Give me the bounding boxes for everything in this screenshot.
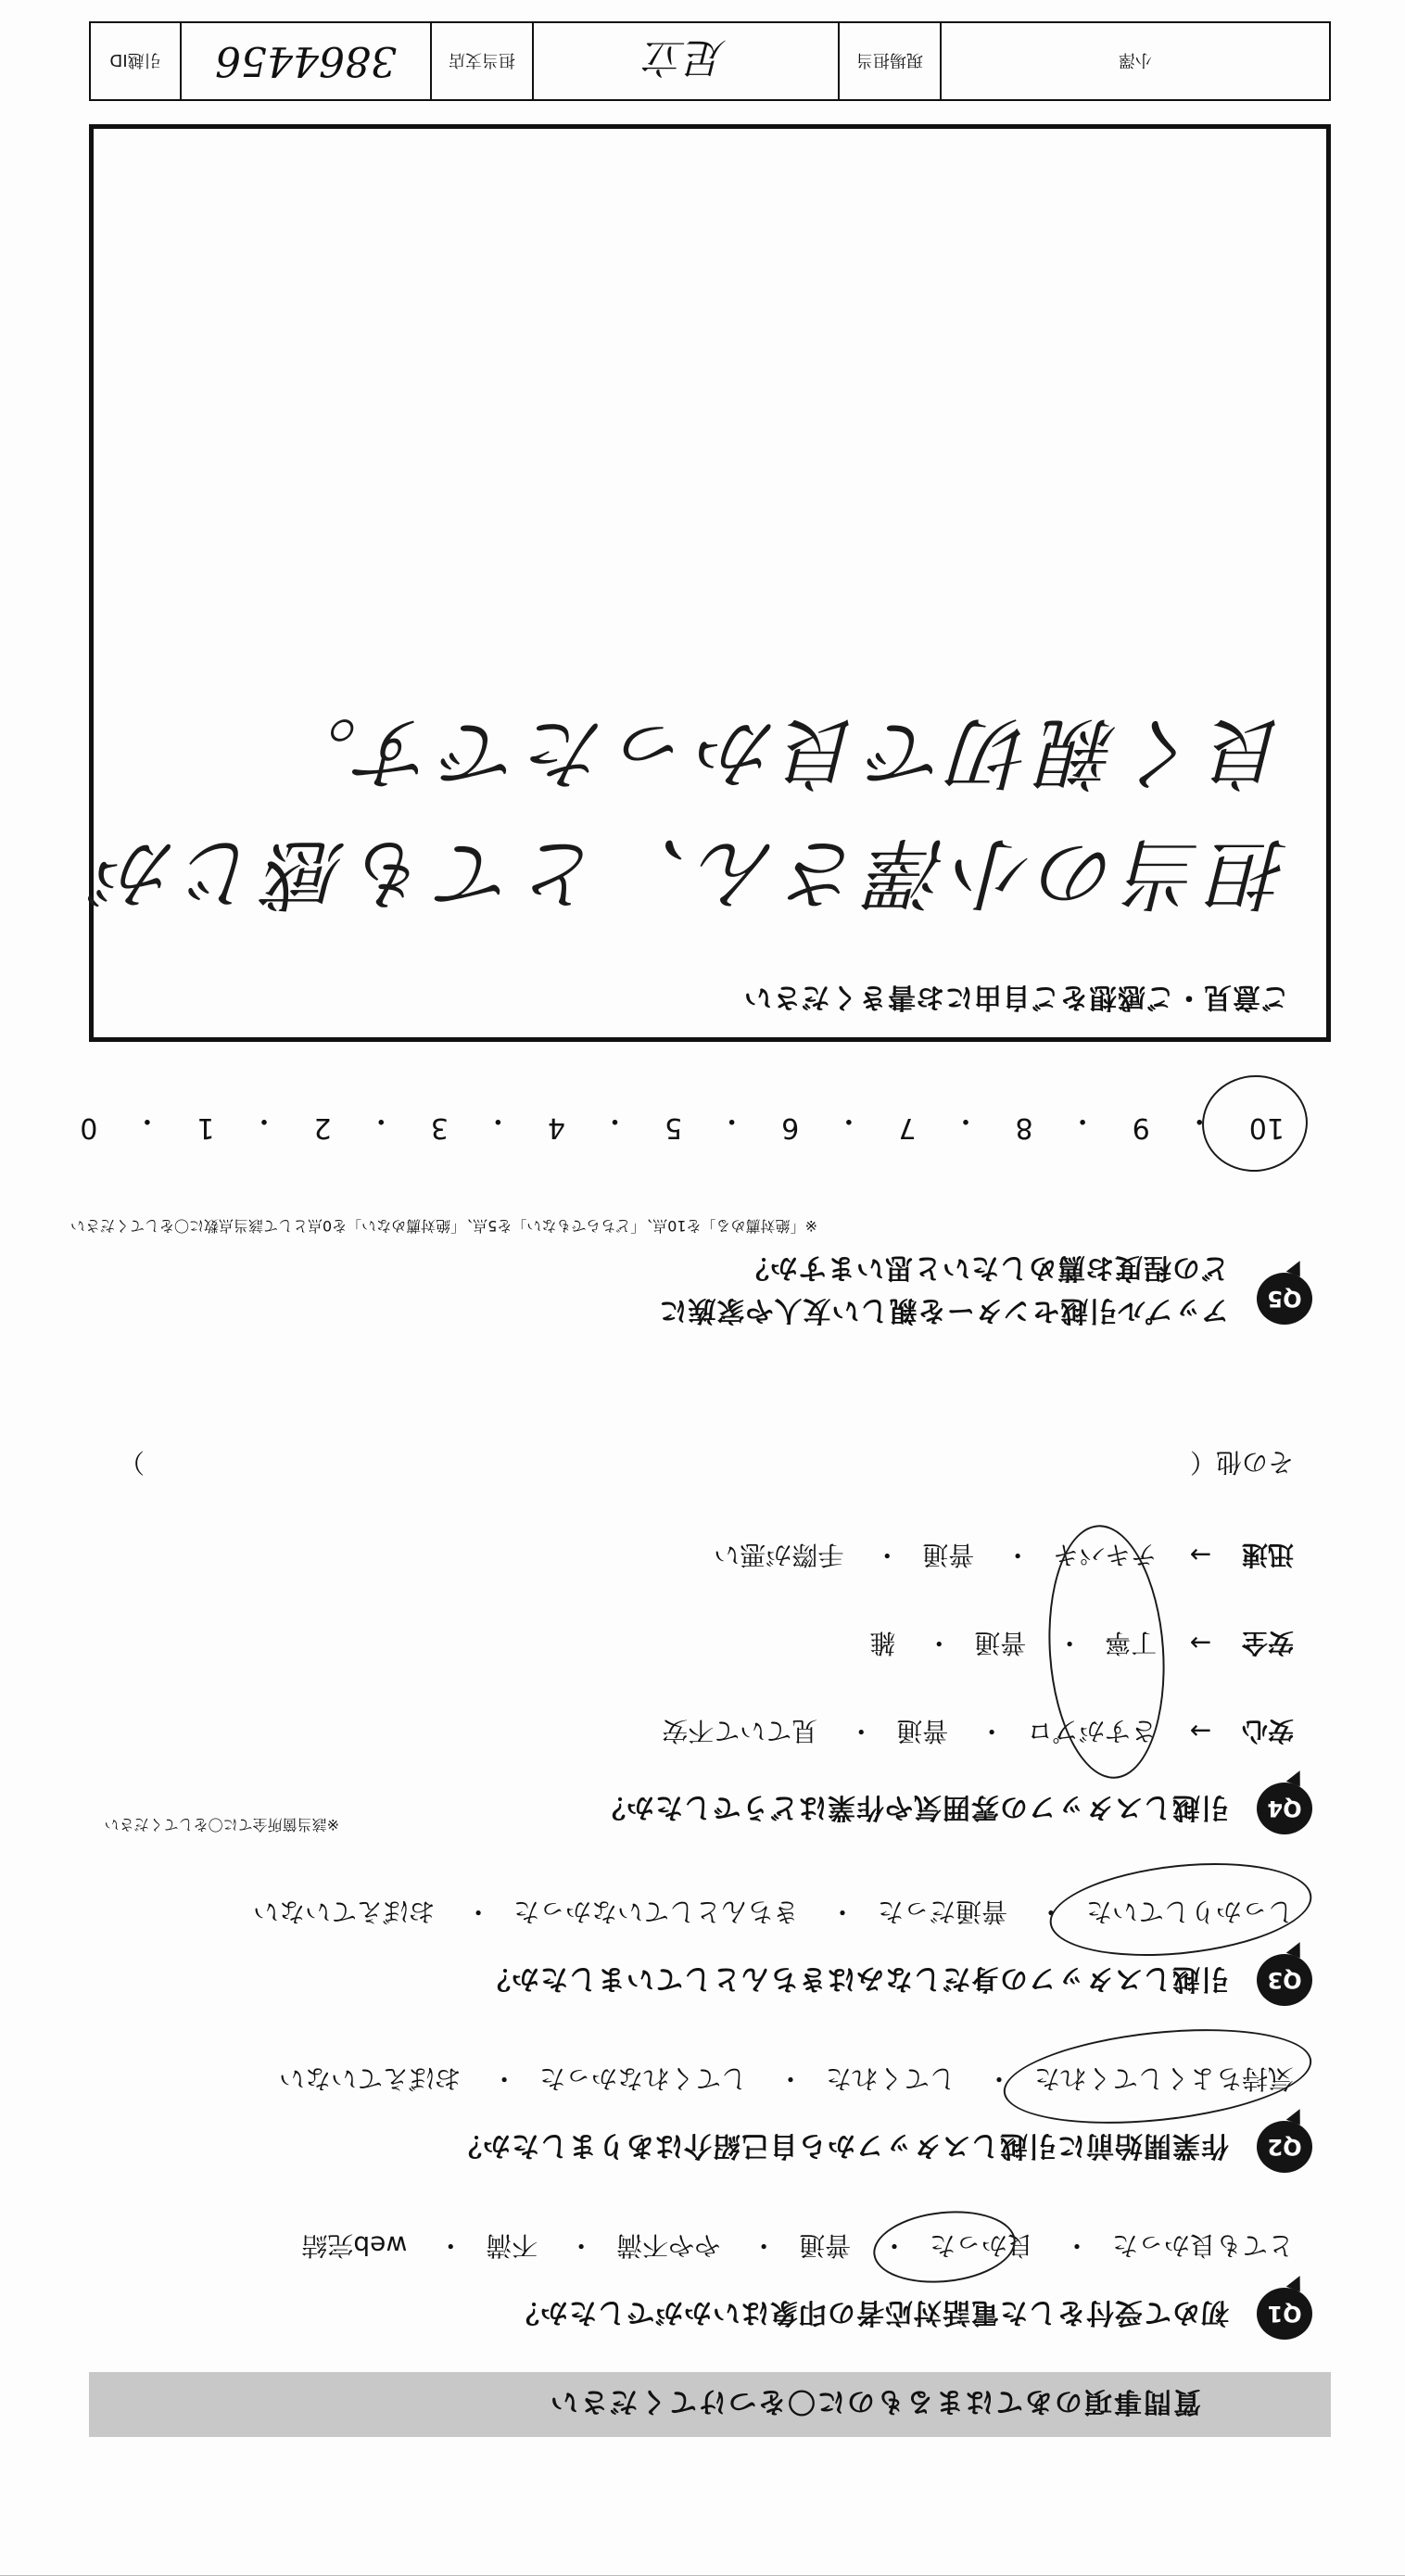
move-id-label: 引越ID: [109, 50, 161, 70]
leader-value: 小澤: [940, 23, 1329, 99]
q4-option[interactable]: 普通: [922, 1540, 975, 1570]
q5-question-line2: どの程度お薦めしたいと思いますか？: [740, 1251, 1229, 1284]
q4-row-anzen: 安全 → 丁寧・ 普通・ 雑: [869, 1626, 1294, 1663]
q2-option[interactable]: おぼえていない: [279, 2063, 462, 2094]
handwritten-comment-line2: 良く親切で良かったです。: [272, 707, 1289, 798]
q1-option[interactable]: 普通: [799, 2230, 852, 2261]
q1-option-selected[interactable]: 良かった: [930, 2230, 1034, 2261]
q2-badge: Q2: [1257, 2121, 1312, 2173]
score-option[interactable]: 8: [1015, 1111, 1033, 1144]
q4-note: ※該当箇所全てに〇をしてください: [104, 1816, 339, 1834]
q3-options: しっかりしていた・ 普通だった・ きちんとしていなかった・ おぼえていない: [253, 1895, 1294, 1932]
q5-question-line1: アップル引越センターを親しい友人や家族に: [658, 1294, 1229, 1326]
score-option[interactable]: 3: [430, 1111, 449, 1144]
q1-options: とても良かった・ 良かった・ 普通・ やや不満・ 不満・ web完結: [301, 2228, 1294, 2265]
branch-label: 担当支店: [430, 23, 532, 99]
q4-row-label: 迅速: [1241, 1540, 1294, 1570]
q3-option-selected[interactable]: しっかりしていた: [1085, 1897, 1294, 1927]
arrow-icon: →: [1189, 1628, 1212, 1658]
score-option[interactable]: 0: [80, 1111, 98, 1144]
q4-option-selected[interactable]: テキパキ: [1053, 1540, 1158, 1570]
q1-option[interactable]: web完結: [301, 2230, 408, 2261]
comment-box: [89, 124, 1331, 1042]
q2-option-selected[interactable]: 気持ちよくしてくれた: [1033, 2063, 1294, 2094]
q2-question: 作業開始前に引越しスタッフから自己紹介はありましたか？: [453, 2129, 1229, 2162]
q4-question: 引越しスタッフの雰囲気や作業はどうでしたか？: [597, 1791, 1229, 1823]
q3-option[interactable]: きちんとしていなかった: [513, 1897, 800, 1927]
q5-badge: Q5: [1257, 1273, 1312, 1325]
handwritten-comment-line1: 担当の小澤さん、とても感じが: [90, 828, 1289, 919]
q4-option-selected[interactable]: さすがプロ: [1027, 1716, 1158, 1746]
branch-value: 足立: [532, 23, 838, 99]
q4-option[interactable]: 普通: [896, 1716, 949, 1746]
q4-other-close: ）: [118, 1447, 145, 1478]
score-option[interactable]: 9: [1132, 1111, 1150, 1144]
q4-option[interactable]: 雑: [869, 1628, 896, 1658]
q4-option[interactable]: 普通: [974, 1628, 1027, 1658]
q1-option[interactable]: とても良かった: [1111, 2230, 1294, 2261]
section-header-title: 質問事項のあてはまるものに〇をつけてください: [549, 2385, 1201, 2417]
move-id-value: 3864456: [180, 23, 430, 99]
q5-score-row: 10 ・ 9 ・ 8 ・ 7 ・ 6 ・ 5 ・ 4 ・ 3 ・ 2 ・ 1 ・ 0: [80, 1104, 1285, 1144]
q4-row-jinsoku: 迅速 → テキパキ・ 普通・ 手際が悪い: [714, 1538, 1294, 1575]
q1-option[interactable]: 不満: [486, 2230, 538, 2261]
comment-title: ご意見・ご感想をご自由にお書きください: [743, 981, 1289, 1013]
q3-badge: Q3: [1257, 1954, 1312, 2006]
q3-option[interactable]: おぼえていない: [253, 1897, 436, 1927]
score-option[interactable]: 2: [313, 1111, 332, 1144]
score-option-selected[interactable]: 10: [1248, 1111, 1285, 1144]
q3-question: 引越しスタッフの身だしなみはきちんとしていましたか？: [482, 1962, 1229, 1995]
arrow-icon: →: [1189, 1716, 1212, 1746]
q4-other-label: その他（: [1189, 1447, 1294, 1478]
q1-question: 初めて受付をした電話対応者の印象はいかがでしたか？: [511, 2296, 1229, 2329]
q4-other: [89, 1445, 1294, 1482]
staff-info-table: [89, 21, 1331, 101]
q4-option-selected[interactable]: 丁寧: [1105, 1628, 1158, 1658]
score-option[interactable]: 5: [665, 1111, 683, 1144]
q2-option[interactable]: してくれた: [826, 2063, 956, 2094]
score-option[interactable]: 1: [196, 1111, 215, 1144]
q4-badge: Q4: [1257, 1783, 1312, 1834]
q4-row-label: 安心: [1241, 1716, 1294, 1746]
score-option[interactable]: 4: [547, 1111, 565, 1144]
q4-row-label: 安全: [1241, 1628, 1294, 1658]
q2-option[interactable]: してくれなかった: [539, 2063, 748, 2094]
q4-row-anshin: 安心 → さすがプロ・ 普通・ 見ていて不安: [662, 1714, 1294, 1751]
q4-option[interactable]: 手際が悪い: [714, 1540, 844, 1570]
score-option[interactable]: 6: [781, 1111, 800, 1144]
arrow-icon: →: [1189, 1540, 1212, 1570]
q1-option[interactable]: やや不満: [616, 2230, 721, 2261]
q5-note: ※「絶対薦める」を10点、「どちらでもない」を5点、「絶対薦めない」を0点として該当点数に〇をしてください: [70, 1217, 817, 1235]
q4-option[interactable]: 見ていて不安: [662, 1716, 818, 1746]
section-header: [89, 2372, 1331, 2437]
leader-label: 現場担当: [838, 23, 940, 99]
q3-option[interactable]: 普通だった: [878, 1897, 1008, 1927]
q1-badge: Q1: [1257, 2288, 1312, 2340]
q2-options: 気持ちよくしてくれた・ してくれた・ してくれなかった・ おぼえていない: [279, 2062, 1294, 2099]
score-option[interactable]: 7: [898, 1111, 917, 1144]
